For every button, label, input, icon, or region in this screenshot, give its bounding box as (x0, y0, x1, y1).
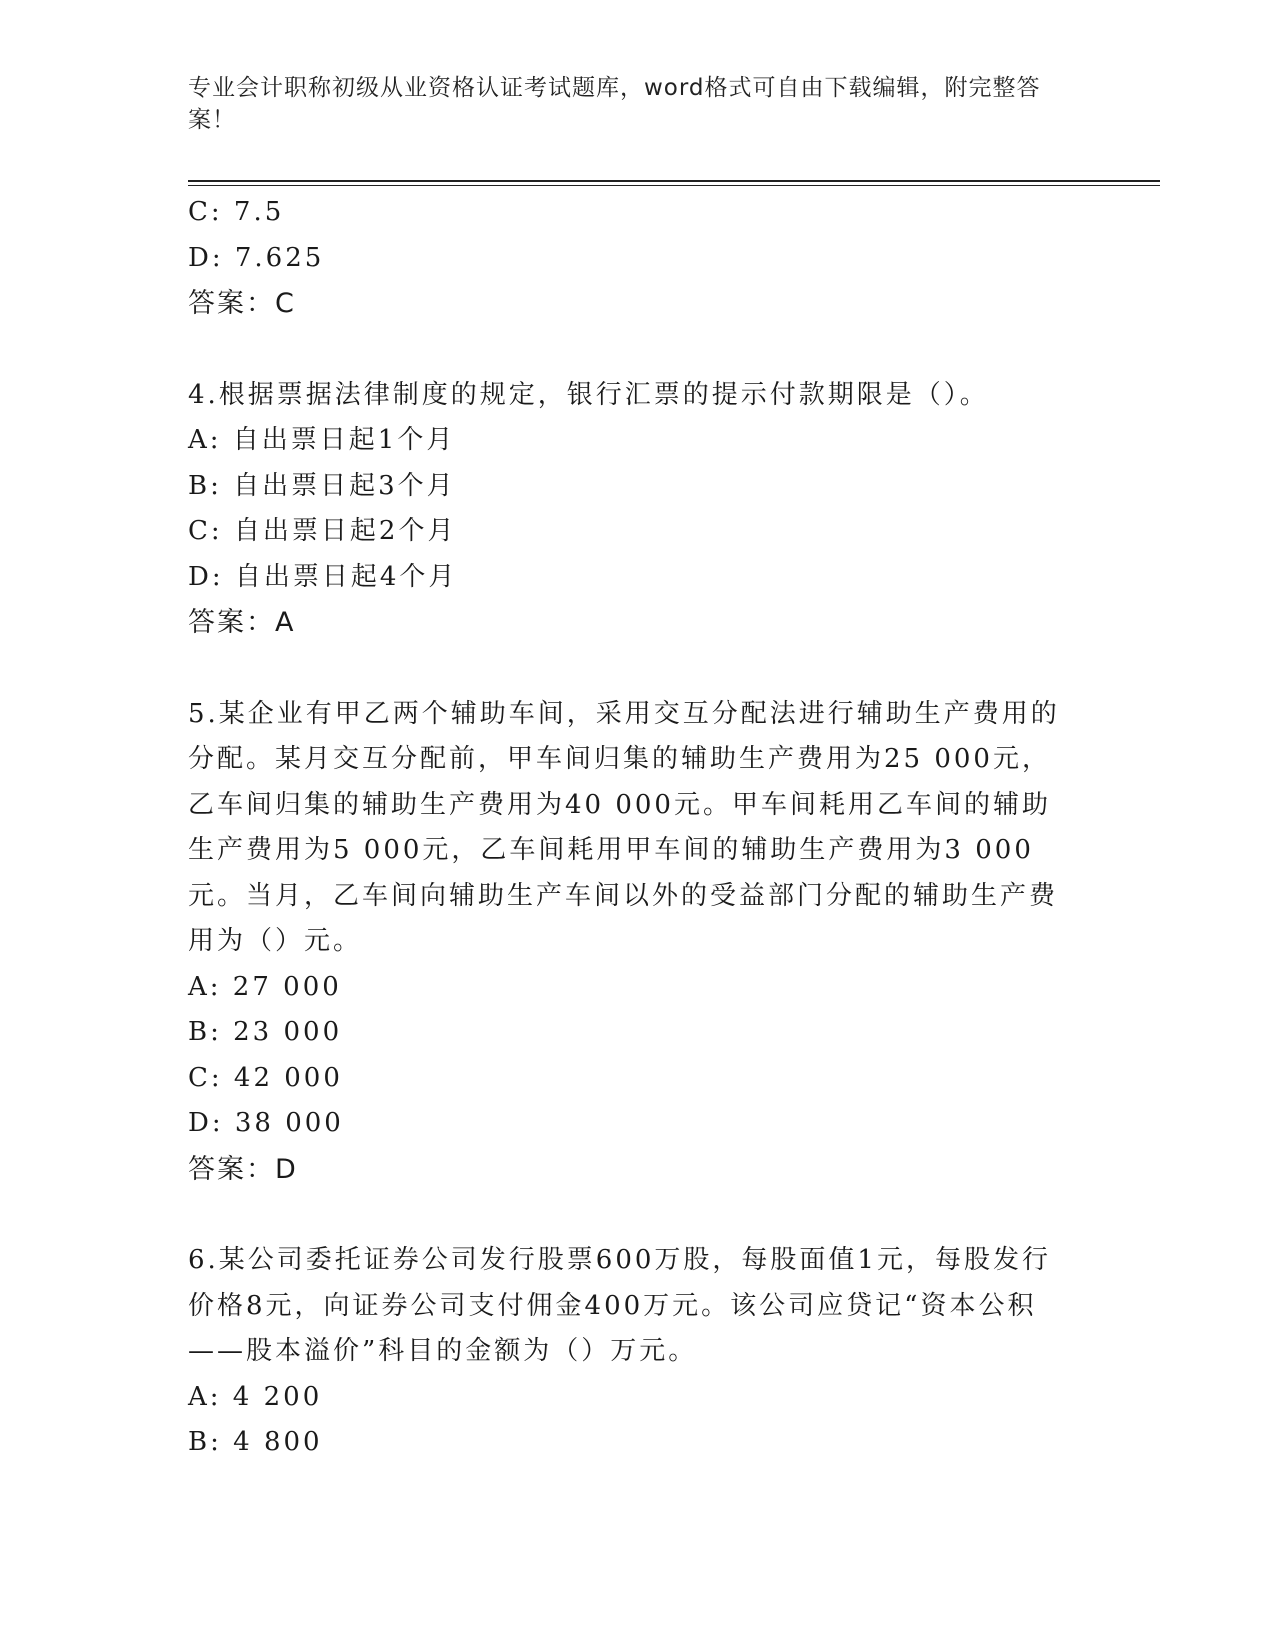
option-a: A: 4 200 (188, 1381, 323, 1412)
answer-line: 答案：A (188, 607, 296, 638)
spacer (188, 1192, 1078, 1238)
answer-line: 答案：D (188, 1153, 298, 1185)
answer-line: 答案：C (188, 288, 296, 319)
question-6 (188, 1238, 1078, 1466)
header-rule-thin (188, 185, 1160, 186)
header-rule-thick (188, 180, 1160, 182)
spacer (188, 646, 1078, 692)
spacer (188, 327, 1078, 373)
option-b: B: 4 800 (188, 1427, 323, 1457)
document-header: 专业会计职称初级从业资格认证考试题库，word格式可自由下载编辑，附完整答案！ (188, 75, 1041, 133)
option-d: D: 7.625 (188, 242, 325, 273)
option-d: D: 38 000 (188, 1108, 344, 1138)
question-4 (188, 373, 1078, 646)
option-a: A: 27 000 (188, 971, 342, 1002)
question-stem: 4.根据票据法律制度的规定，银行汇票的提示付款期限是（）。 (188, 379, 989, 410)
question-stem: 6.某公司委托证券公司发行股票600万股，每股面值1元，每股发行价格8元，向证券公司支付佣金400万元。该公司应贷记“资本公积——股本溢价”科目的金额为（）万元。 (188, 1245, 1051, 1366)
question-stem: 5.某企业有甲乙两个辅助车间，采用交互分配法进行辅助生产费用的分配。某月交互分配前，甲车间归集的辅助生产费用为25 000元，乙车间归集的辅助生产费用为40 000元。甲车间耗用乙车间的辅助生产费用为5 000元，乙车间耗用甲车间的辅助生产费用为3 000元。当月，乙车间向辅助生产车间以外的受益部门分配的辅助生产费用为（）元。 (188, 698, 1060, 956)
question-5 (188, 692, 1078, 1193)
option-a: A: 自出票日起1个月 (188, 425, 456, 455)
option-b: B: 23 000 (188, 1017, 343, 1047)
question-content (188, 190, 1078, 1466)
option-c: C: 7.5 (188, 197, 285, 227)
option-c: C: 自出票日起2个月 (188, 516, 457, 546)
question-3-tail (188, 190, 1078, 327)
option-b: B: 自出票日起3个月 (188, 470, 456, 501)
option-d: D: 自出票日起4个月 (188, 561, 458, 592)
option-c: C: 42 000 (188, 1062, 343, 1093)
